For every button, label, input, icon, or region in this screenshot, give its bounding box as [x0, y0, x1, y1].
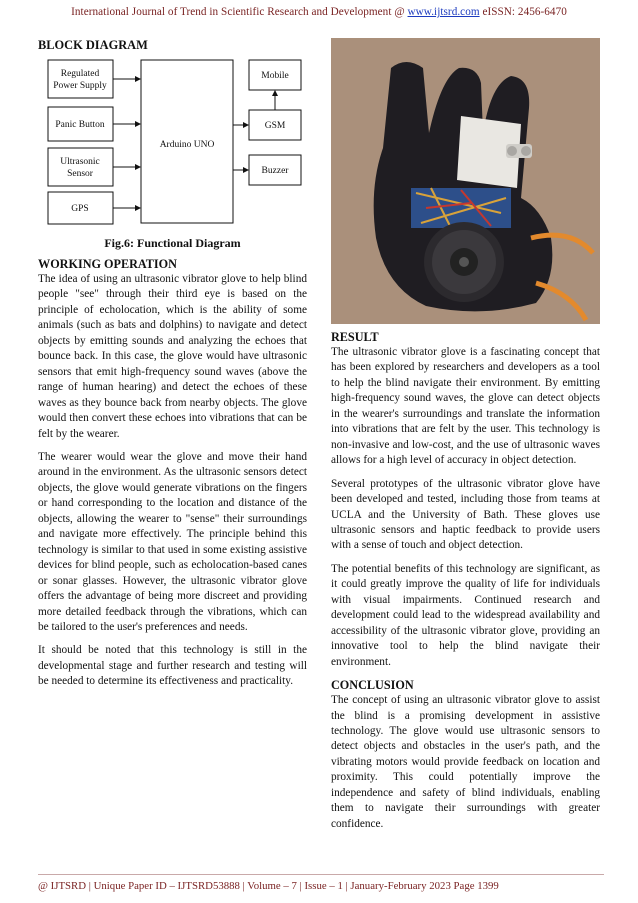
result-paragraph-2: Several prototypes of the ultrasonic vibrator glove have been developed and tested, including those from teams at UCLA and the University of Bath. These gloves use ultrasonic sensors and haptic feedback to provide users with a sense of touch and object detection. [331, 477, 600, 552]
label-arduino: Arduino UNO [159, 140, 215, 150]
label-ultrasonic-1: Ultrasonic [60, 157, 100, 167]
running-header: International Journal of Trend in Scientific Research and Development @ www.ijtsrd.com eISSN: 2456-6470 [71, 6, 567, 18]
running-footer: @ IJTSRD | Unique Paper ID – IJTSRD53888 | Volume – 7 | Issue – 1 | January-February 2023 Page 1399 [38, 880, 499, 892]
conclusion-paragraph-1: The concept of using an ultrasonic vibrator glove to assist the blind is a promising development in assistive technology. The glove would use ultrasonic sensors to detect objects and obstacles in the user's path, and the vibrating motors would provide feedback on location and proximity. This could potentially improve the independence and safety of blind individuals, enabling them to navigate their surroundings with greater confidence. [331, 694, 600, 830]
label-panic-button: Panic Button [55, 120, 105, 130]
working-paragraph-3: It should be noted that this technology is still in the developmental stage and further research and testing will be needed to determine its effectiveness and practicality. [38, 644, 307, 688]
result-paragraph-1: The ultrasonic vibrator glove is a fascinating concept that has been explored by researchers and developers as a tool to help the blind navigate their environment. By emitting high-frequency sound waves, the glove can detect objects in the wearer's surroundings and translate the information into vibrations that are felt by the user. This technology is non-invasive and low-cost, and the use of ultrasonic waves allows for a high level of accuracy in object detection. [331, 346, 600, 467]
footer-rule [38, 874, 604, 875]
journal-link[interactable]: www.ijtsrd.com [407, 6, 480, 18]
left-column [38, 257, 307, 698]
figure-caption: Fig.6: Functional Diagram [104, 236, 241, 250]
block-ultrasonic-sensor [48, 148, 113, 186]
glove-prototype-photo [331, 38, 600, 324]
working-paragraph-1: The idea of using an ultrasonic vibrator glove to help blind people "see" through their third eye is based on the principle of echolocation, which is the ability of some animals (such as bats and dolphins) to navigate and detect objects by emitting sounds and analyzing the echoes that bounce back. In this case, the glove would have ultrasonic sensors that emit high-frequency sound waves (above the range of human hearing) and detect the echoes of these waves as they bounce back from nearby objects. The glove would then convert these echoes into vibrations that can be felt by the wearer. [38, 273, 307, 440]
label-power-supply-2: Power Supply [53, 81, 107, 91]
label-power-supply-1: Regulated [60, 69, 100, 79]
block-diagram-title: BLOCK DIAGRAM [38, 38, 148, 52]
working-paragraph-2: The wearer would wear the glove and move their hand around in the environment. As the ultrasonic sensors detect objects, the glove would generate vibrations on the fingers or hand corresponding to the location and distance of the objects, allowing the wearer to "sense" their surroundings and navigate more effectively. The principle behind this technology is similar to that used in some existing assistive devices for blind people, such as echolocation-based canes or sonar glasses. However, the ultrasonic vibrator glove offers the advantage of being more discreet and providing more detailed feedback through the vibrations, which can be tailored to the user's preferences and needs. [38, 450, 307, 633]
conclusion-heading: CONCLUSION [331, 678, 414, 693]
result-paragraph-3: The potential benefits of this technology are significant, as it could greatly improve the quality of life for individuals with visual impairments. Continued research and development could lead to the widespread availability and accessibility of the ultrasonic vibrator glove, providing an innovative tool to help the blind navigate their environment. [331, 562, 600, 668]
block-power-supply [48, 60, 113, 98]
right-column [331, 330, 600, 840]
label-gsm: GSM [264, 121, 286, 131]
functional-block-diagram [38, 55, 307, 230]
result-heading: RESULT [331, 330, 379, 344]
label-gps: GPS [71, 204, 89, 214]
label-mobile: Mobile [261, 71, 289, 81]
label-ultrasonic-2: Sensor [67, 169, 93, 179]
label-buzzer: Buzzer [261, 166, 289, 176]
working-heading: WORKING OPERATION [38, 257, 177, 271]
